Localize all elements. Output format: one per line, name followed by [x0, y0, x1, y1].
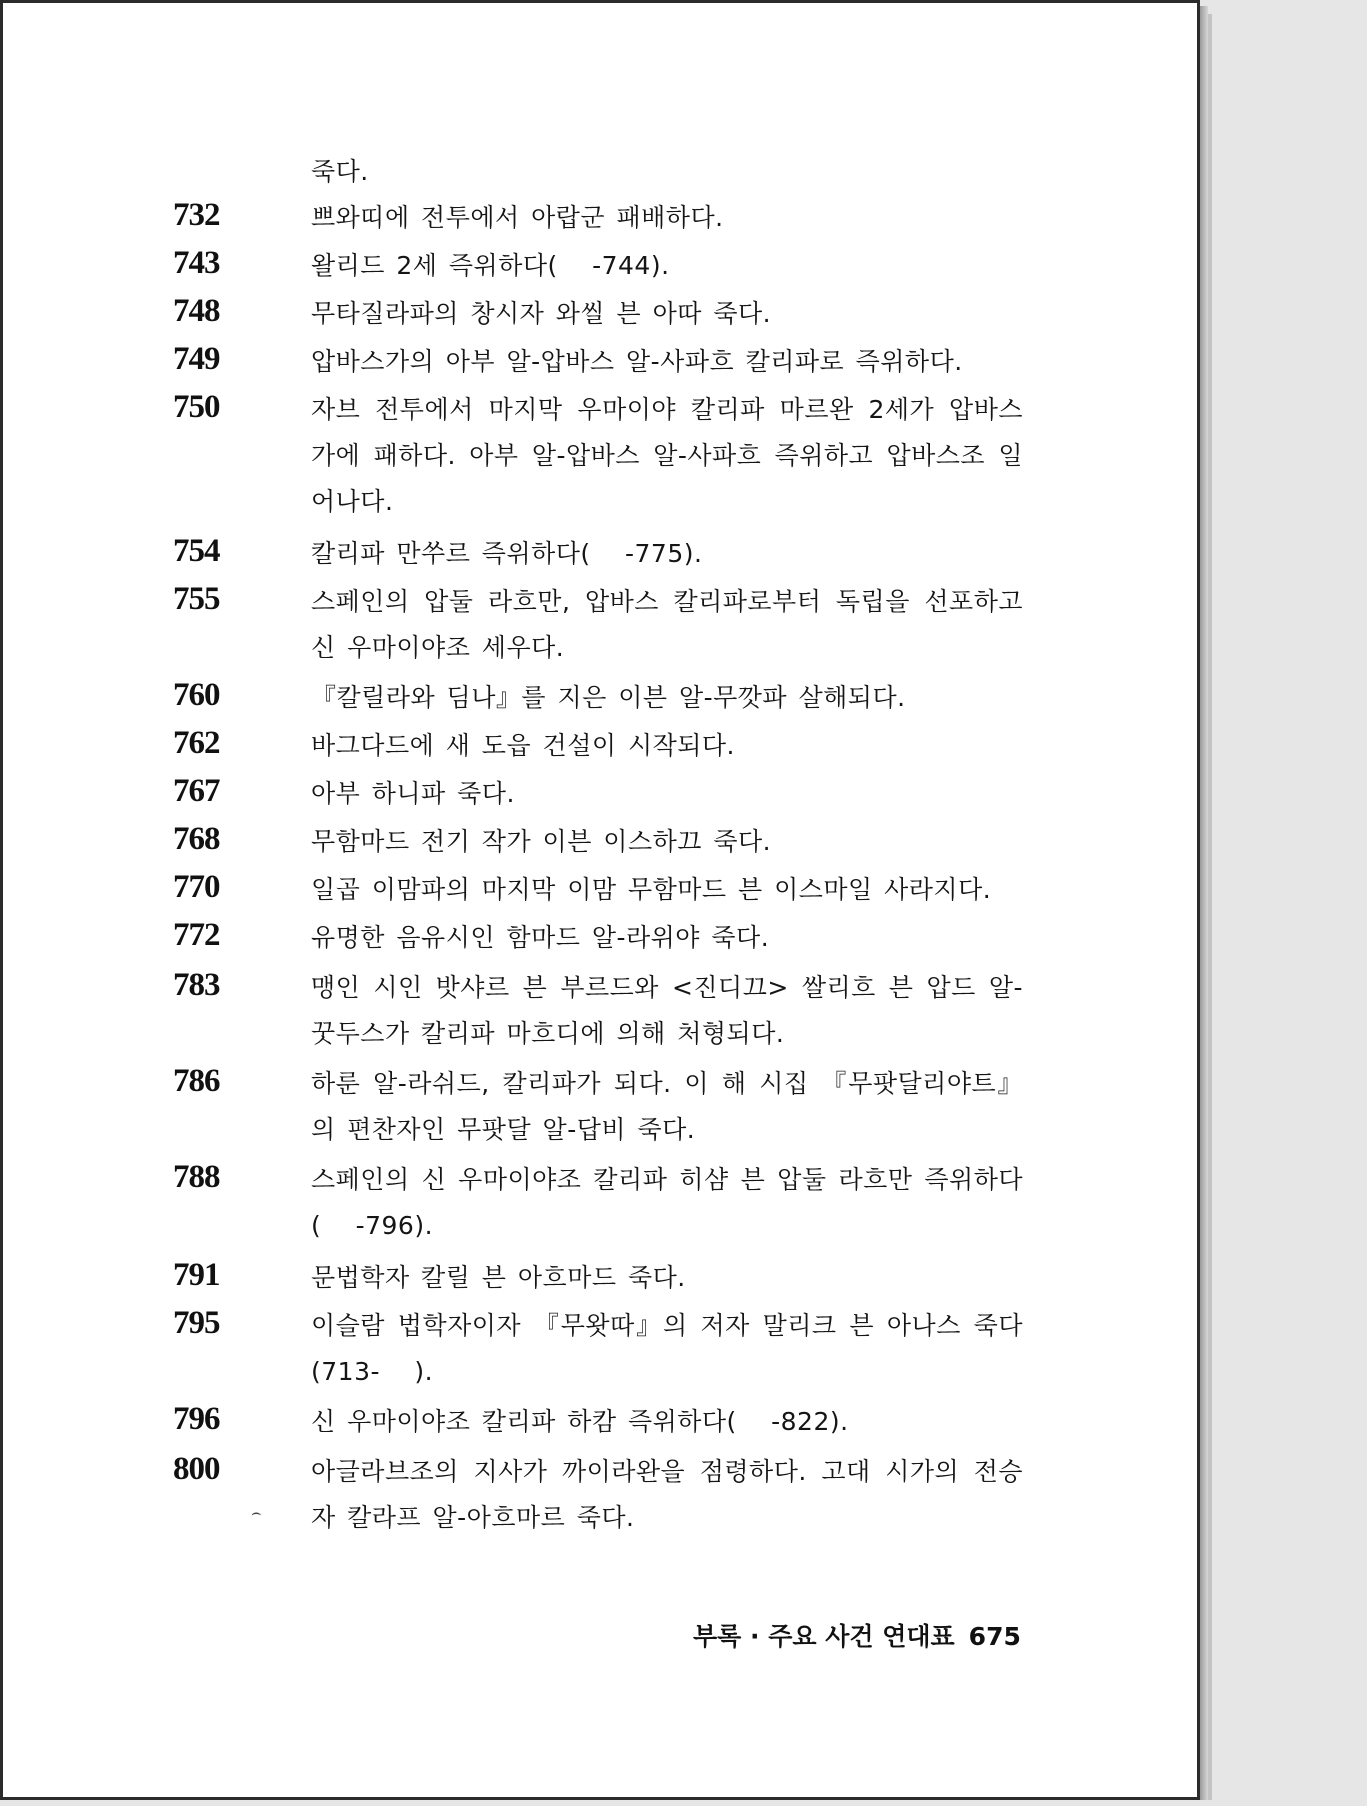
entry-year: 770 — [173, 869, 220, 905]
entry-text: 무함마드 전기 작가 이븐 이스하끄 죽다. — [311, 827, 772, 856]
page-number: 675 — [968, 1622, 1021, 1651]
entry-year: 795 — [173, 1305, 220, 1341]
entry-text: 스페인의 압둘 라흐만, 압바스 칼리파로부터 독립을 선포하고 신 우마이야조 세우다. — [311, 587, 1023, 662]
entry-text: 자브 전투에서 마지막 우마이야 칼리파 마르완 2세가 압바스가에 패하다. 아부 알-압바스 알-사파흐 즉위하고 압바스조 일어나다. — [311, 395, 1023, 516]
entry-year: 750 — [173, 389, 220, 425]
footer-section-title: 부록 · 주요 사건 연대표 — [693, 1622, 955, 1651]
entry-year: 768 — [173, 821, 220, 857]
entry-year: 748 — [173, 293, 220, 329]
entry-year: 755 — [173, 581, 220, 617]
page-edge-shadow — [1200, 6, 1208, 1800]
entry-text: 아부 하니파 죽다. — [311, 779, 515, 808]
entry-year: 760 — [173, 677, 220, 713]
entry-text: 죽다. — [311, 157, 369, 186]
entry-text: 일곱 이맘파의 마지막 이맘 무함마드 븐 이스마일 사라지다. — [311, 875, 992, 904]
entry-text: 스페인의 신 우마이야조 칼리파 히샴 븐 압둘 라흐만 즉위하다( -796). — [311, 1165, 1023, 1240]
entry-text: 맹인 시인 밧샤르 븐 부르드와 <진디끄> 쌀리흐 븐 압드 알-꿋두스가 칼리파 마흐디에 의해 처형되다. — [311, 973, 1023, 1048]
entry-text: 압바스가의 아부 알-압바스 알-사파흐 칼리파로 즉위하다. — [311, 347, 963, 376]
entry-text: 신 우마이야조 칼리파 하캄 즉위하다( -822). — [311, 1407, 849, 1436]
entry-text: 바그다드에 새 도읍 건설이 시작되다. — [311, 731, 735, 760]
entry-year: 772 — [173, 917, 220, 953]
entry-text: 칼리파 만쑤르 즉위하다( -775). — [311, 539, 703, 568]
page-edge-shadow — [1208, 14, 1212, 1800]
entry-year: 754 — [173, 533, 220, 569]
entry-year: 796 — [173, 1401, 220, 1437]
entry-year: 786 — [173, 1063, 220, 1099]
entry-text: 무타질라파의 창시자 와씰 븐 아따 죽다. — [311, 299, 772, 328]
entry-year: 762 — [173, 725, 220, 761]
entry-text: 유명한 음유시인 함마드 알-라위야 죽다. — [311, 923, 770, 952]
entry-year: 783 — [173, 967, 220, 1003]
entry-text: 이슬람 법학자이자 『무왓따』의 저자 말리크 븐 아나스 죽다(713- ). — [311, 1311, 1023, 1386]
entry-year: 743 — [173, 245, 220, 281]
entry-year: 767 — [173, 773, 220, 809]
entry-text: 문법학자 칼릴 븐 아흐마드 죽다. — [311, 1263, 686, 1292]
entry-text: 아글라브조의 지사가 까이라완을 점령하다. 고대 시가의 전승자 칼라프 알-아흐마르 죽다. — [311, 1457, 1023, 1532]
running-footer — [693, 1617, 1021, 1657]
entry-year: 791 — [173, 1257, 220, 1293]
pencil-mark-icon: ⌢ — [251, 1503, 262, 1522]
entry-text: 쁘와띠에 전투에서 아랍군 패배하다. — [311, 203, 724, 232]
entry-year: 749 — [173, 341, 220, 377]
entry-text: 왈리드 2세 즉위하다( -744). — [311, 251, 670, 280]
entry-year: 732 — [173, 197, 220, 233]
entry-year: 800 — [173, 1451, 220, 1487]
entry-text: 『칼릴라와 딤나』를 지은 이븐 알-무깟파 살해되다. — [311, 683, 906, 712]
entry-text: 하룬 알-라쉬드, 칼리파가 되다. 이 해 시집 『무팟달리야트』의 편찬자인 무팟달 알-답비 죽다. — [311, 1069, 1023, 1144]
entry-year: 788 — [173, 1159, 220, 1195]
